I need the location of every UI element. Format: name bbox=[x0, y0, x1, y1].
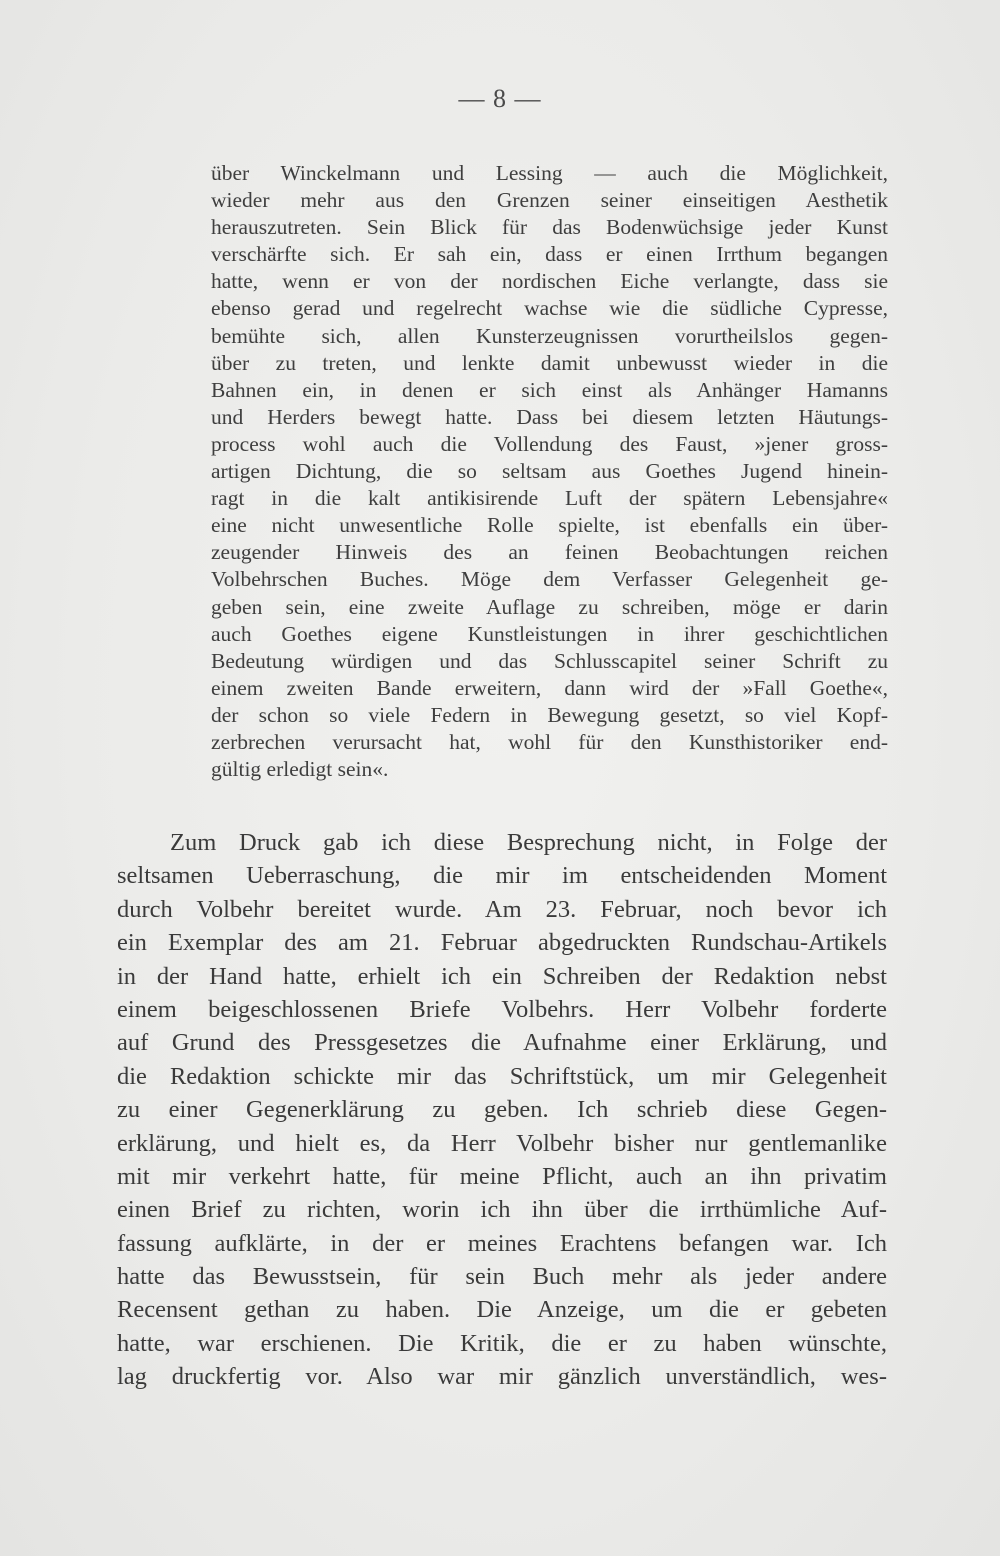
quote-line: wieder mehr aus den Grenzen seiner einseitigen Aesthetik bbox=[211, 188, 888, 213]
body-line: Recensent gethan zu haben. Die Anzeige, um die er gebeten bbox=[117, 1296, 887, 1324]
quote-line: hatte, wenn er von der nordischen Eiche verlangte, dass sie bbox=[211, 269, 888, 294]
quote-line: Volbehrschen Buches. Möge dem Verfasser Gelegenheit ge- bbox=[211, 567, 888, 592]
body-line: auf Grund des Pressgesetzes die Aufnahme einer Erklärung, und bbox=[117, 1029, 887, 1057]
body-line: die Redaktion schickte mir das Schriftstück, um mir Gelegenheit bbox=[117, 1062, 887, 1090]
quote-line: gültig erledigt sein«. bbox=[211, 757, 389, 782]
quote-line: auch Goethes eigene Kunstleistungen in ihrer geschichtlichen bbox=[211, 621, 888, 646]
body-line: durch Volbehr bereitet wurde. Am 23. Februar, noch bevor ich bbox=[117, 895, 887, 923]
body-line: einen Brief zu richten, worin ich ihn über die irrthümliche Auf- bbox=[117, 1196, 887, 1224]
quote-line: process wohl auch die Vollendung des Faust, »jener gross- bbox=[211, 431, 888, 456]
quote-line: verschärfte sich. Er sah ein, dass er einen Irrthum begangen bbox=[211, 242, 888, 267]
body-line: Zum Druck gab ich diese Besprechung nicht, in Folge der bbox=[170, 829, 887, 856]
body-line: einem beigeschlossenen Briefe Volbehrs. Herr Volbehr forderte bbox=[117, 995, 887, 1023]
body-line: erklärung, und hielt es, da Herr Volbehr bisher nur gentlemanlike bbox=[117, 1129, 887, 1157]
quote-line: ragt in die kalt antikisirende Luft der spätern Lebensjahre« bbox=[211, 486, 888, 511]
quote-line: ebenso gerad und regelrecht wachse wie die südliche Cypresse, bbox=[211, 296, 888, 321]
quote-line: der schon so viele Federn in Bewegung gesetzt, so viel Kopf- bbox=[211, 702, 888, 727]
body-line: hatte, war erschienen. Die Kritik, die er zu haben wünschte, bbox=[117, 1329, 887, 1357]
quote-line: bemühte sich, allen Kunsterzeugnissen vorurtheilslos gegen- bbox=[211, 323, 888, 348]
quote-line: geben sein, eine zweite Auflage zu schreiben, möge er darin bbox=[211, 594, 888, 619]
quote-line: und Herders bewegt hatte. Dass bei diesem letzten Häutungs- bbox=[211, 404, 888, 429]
quote-line: über zu treten, und lenkte damit unbewusst wieder in die bbox=[211, 350, 888, 375]
quote-line: artigen Dichtung, die so seltsam aus Goethes Jugend hinein- bbox=[211, 459, 888, 484]
body-line: mit mir verkehrt hatte, für meine Pflicht, auch an ihn privatim bbox=[117, 1162, 887, 1190]
body-line: in der Hand hatte, erhielt ich ein Schreiben der Redaktion nebst bbox=[117, 962, 887, 990]
quote-line: einem zweiten Bande erweitern, dann wird der »Fall Goethe«, bbox=[211, 675, 888, 700]
quoted-review-block bbox=[211, 160, 888, 783]
quote-line: herauszutreten. Sein Blick für das Bodenwüchsige jeder Kunst bbox=[211, 215, 888, 240]
body-line: zu einer Gegenerklärung zu geben. Ich schrieb diese Gegen- bbox=[117, 1096, 887, 1124]
body-line: fassung aufklärte, in der er meines Erachtens befangen war. Ich bbox=[117, 1229, 887, 1257]
quote-line: Bedeutung würdigen und das Schlusscapitel seiner Schrift zu bbox=[211, 648, 888, 673]
body-paragraph bbox=[117, 826, 887, 1394]
quote-line: über Winckelmann und Lessing — auch die Möglichkeit, bbox=[211, 161, 888, 185]
quote-line: zeugender Hinweis des an feinen Beobachtungen reichen bbox=[211, 540, 888, 565]
body-line: lag druckfertig vor. Also war mir gänzlich unverständlich, wes- bbox=[117, 1363, 887, 1391]
body-line: ein Exemplar des am 21. Februar abgedruckten Rundschau-Artikels bbox=[117, 929, 887, 957]
quote-line: Bahnen ein, in denen er sich einst als Anhänger Hamanns bbox=[211, 377, 888, 402]
body-line: seltsamen Ueberraschung, die mir im entscheidenden Moment bbox=[117, 862, 887, 890]
body-line: hatte das Bewusstsein, für sein Buch mehr als jeder andere bbox=[117, 1263, 887, 1291]
quote-line: eine nicht unwesentliche Rolle spielte, ist ebenfalls ein über- bbox=[211, 513, 888, 538]
quote-line: zerbrechen verursacht hat, wohl für den Kunsthistoriker end- bbox=[211, 729, 888, 754]
page-number: — 8 — bbox=[458, 84, 542, 113]
